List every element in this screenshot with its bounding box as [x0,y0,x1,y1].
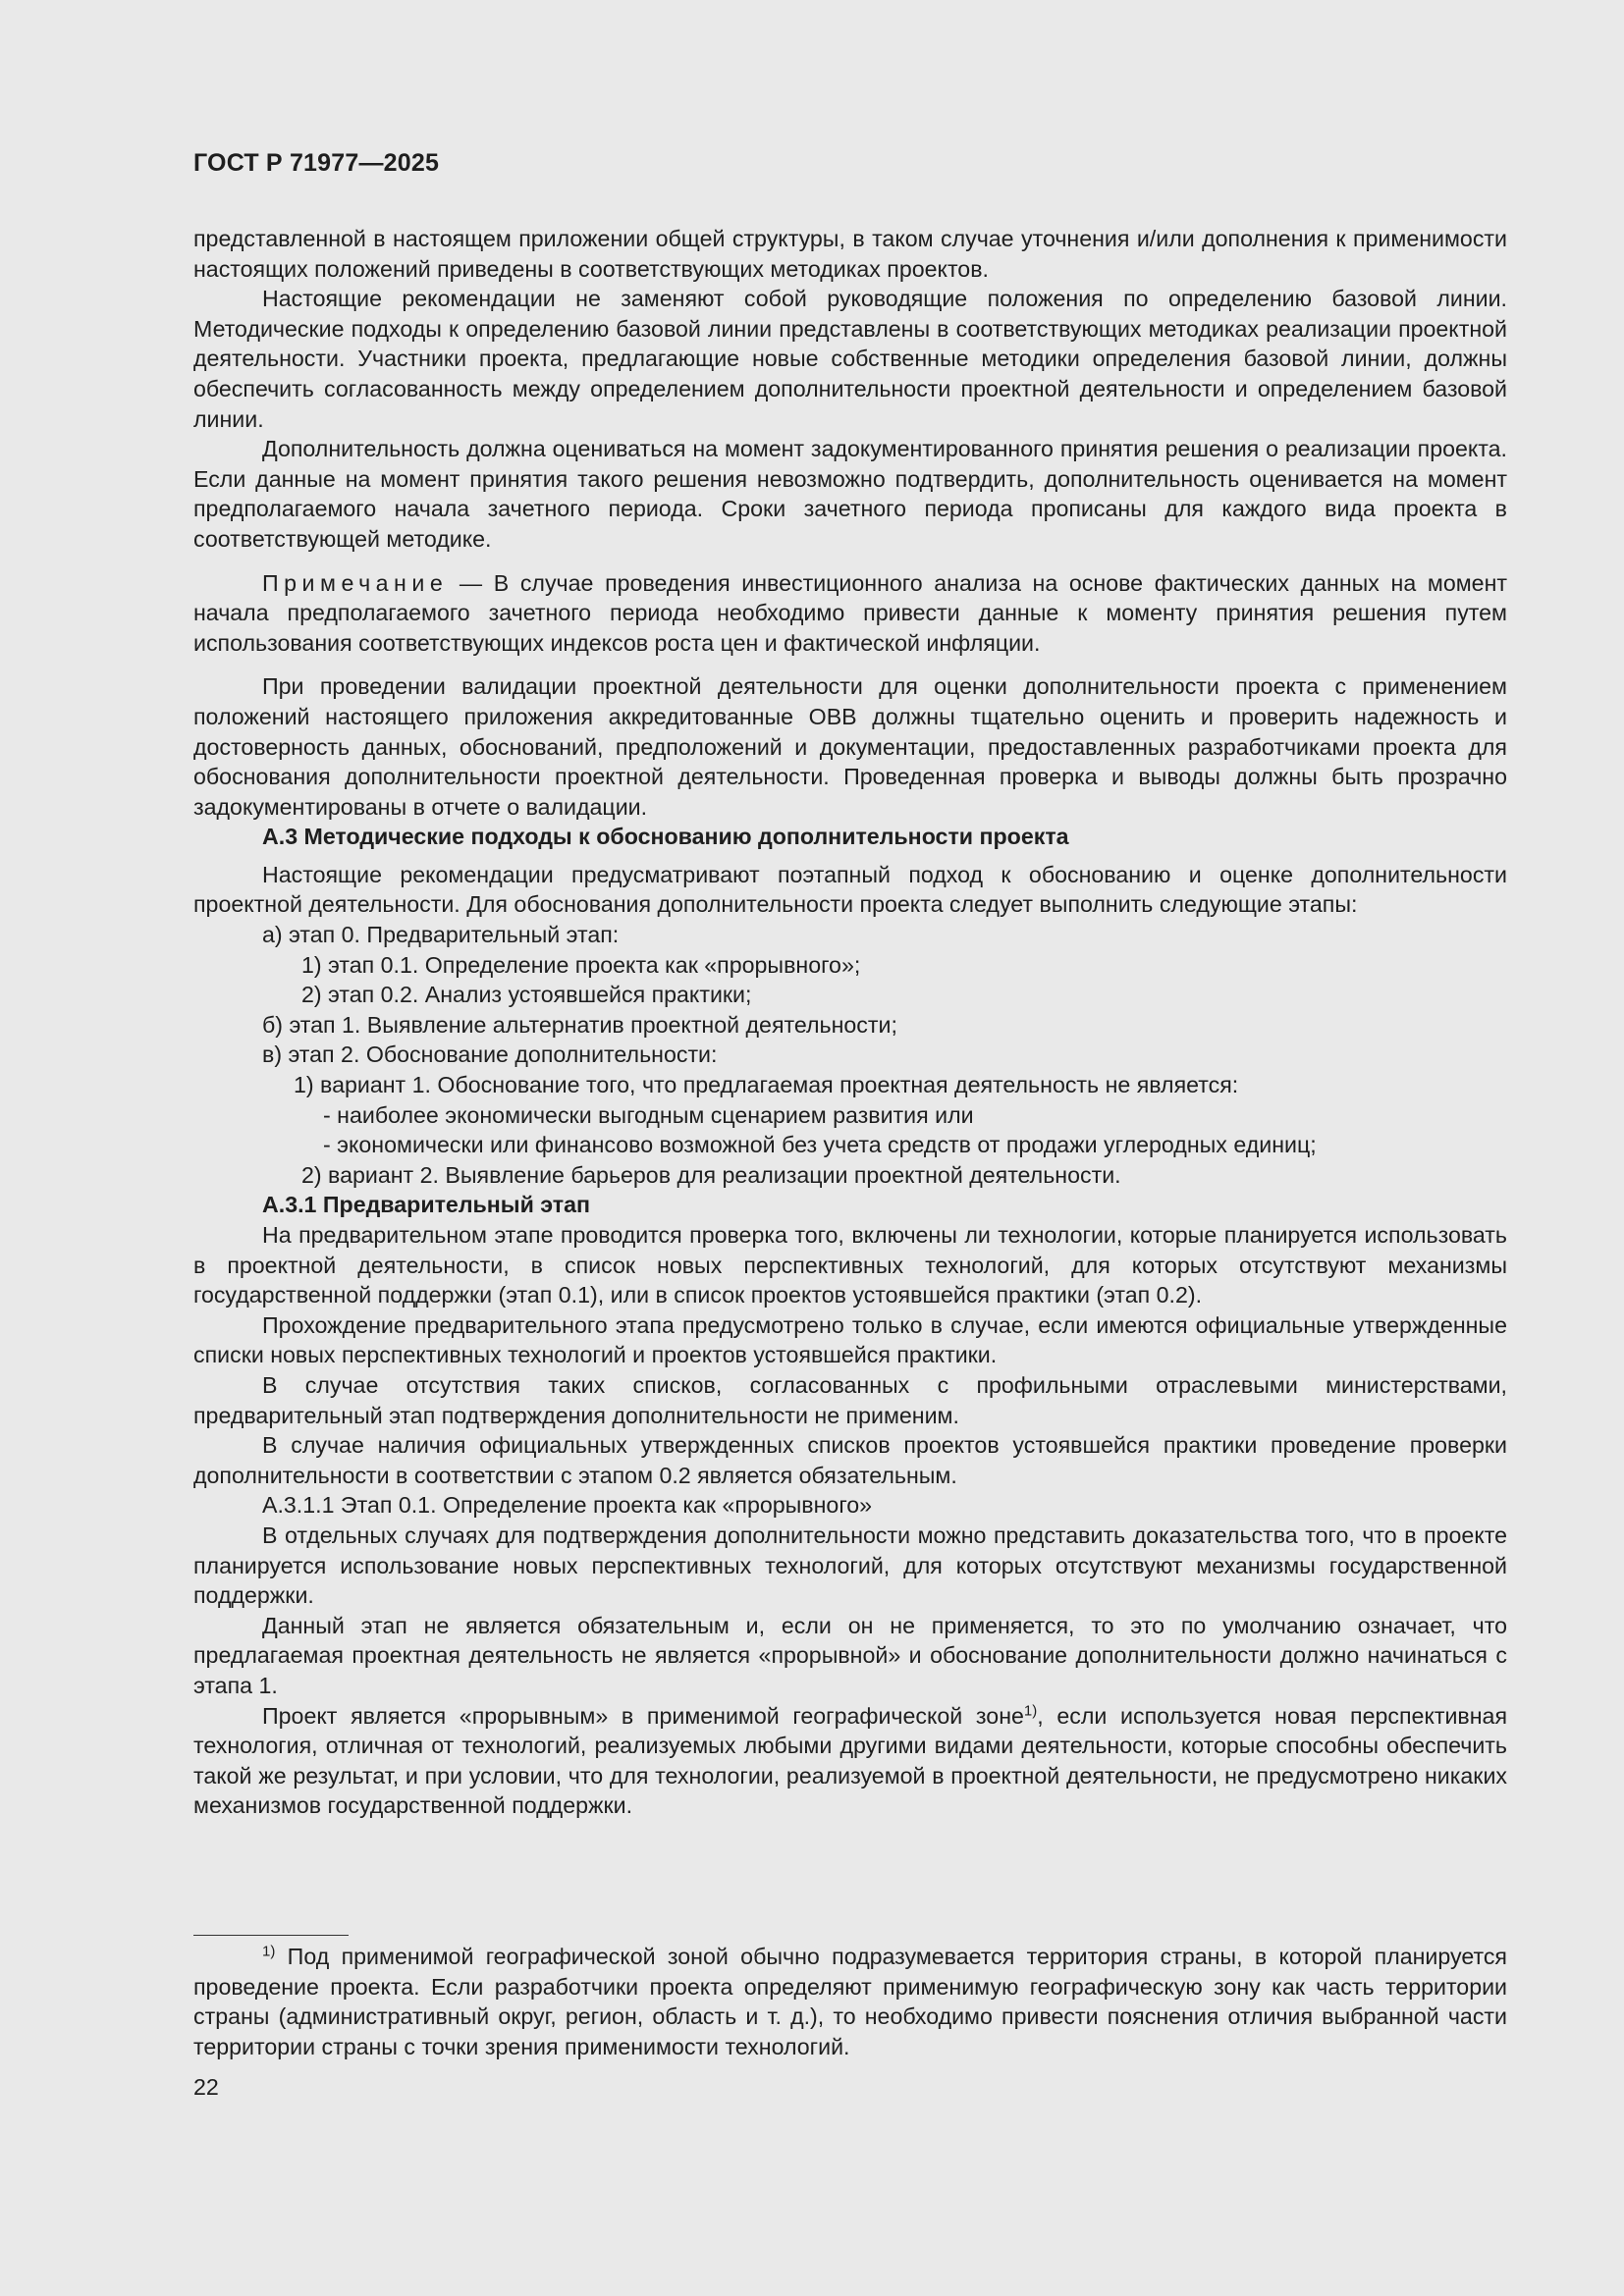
paragraph-continued: представленной в настоящем приложении общей структуры, в таком случае уточнения и/или дополнения к применимости настоящих положений приведены в соответствующих методиках проектов. [193,226,1507,282]
paragraph: В случае наличия официальных утвержденных списков проектов устоявшейся практики проведение проверки дополнительности в соответствии с этапом 0.2 является обязательным. [193,1432,1507,1488]
list-item: 2) вариант 2. Выявление барьеров для реализации проектной деятельности. [301,1161,1121,1188]
note-label: Примечание [262,569,449,596]
list-item: в) этап 2. Обоснование дополнительности: [262,1041,718,1068]
list-item: а) этап 0. Предварительный этап: [262,922,620,948]
note-text: — В случае проведения инвестиционного анализа на основе фактических данных на момент начала предполагаемого зачетного периода необходимо привести данные к моменту принятия решения путем использования соответствующих индексов роста цен и фактической инфляции. [193,569,1507,656]
paragraph: При проведении валидации проектной деятельности для оценки дополнительности проекта с применением положений настоящего приложения аккредитованные ОВВ должны тщательно оценить и проверить надежность и достоверность данных, обоснований, предположений и документации, предоставленных разработчиками проекта для обоснования дополнительности проектной деятельности. Проведенная проверка и выводы должны быть прозрачно задокументированы в отчете о валидации. [193,673,1507,820]
section-heading-a311: А.3.1.1 Этап 0.1. Определение проекта как «прорывного» [262,1492,873,1519]
paragraph: В отдельных случаях для подтверждения дополнительности можно представить доказательства того, что в проекте планируется использование новых перспективных технологий, для которых отсутствуют механизмы государственной поддержки. [193,1522,1507,1609]
page-number: 22 [193,2074,219,2100]
footnote [193,1942,1507,2061]
paragraph: Прохождение предварительного этапа предусмотрено только в случае, если имеются официальные утвержденные списки новых перспективных технологий и проектов устоявшейся практики. [193,1311,1507,1368]
section-heading-a31: А.3.1 Предварительный этап [262,1192,591,1218]
paragraph: Настоящие рекомендации предусматривают поэтапный подход к обоснованию и оценке дополнительности проектной деятельности. Для обоснования дополнительности проекта следует выполнить следующие этапы: [193,861,1507,918]
paragraph: На предварительном этапе проводится проверка того, включены ли технологии, которые планируется использовать в проектной деятельности, в список новых перспективных технологий, для которых отсутствуют механизмы государственной поддержки (этап 0.1), или в список проектов устоявшейся практики (этап 0.2). [193,1222,1507,1308]
paragraph: Дополнительность должна оцениваться на момент задокументированного принятия решения о реализации проекта. Если данные на момент принятия такого решения невозможно подтвердить, дополнительность оценивается на момент предполагаемого начала зачетного периода. Сроки зачетного периода прописаны для каждого вида проекта в соответствующей методике. [193,436,1507,552]
paragraph-text: , если используется новая перспективная технология, отличная от технологий, реализуемых любыми другими видами деятельности, которые способны обеспечить такой же результат, и при условии, что для технологии, реализуемой в проектной деятельности, не предусмотрено никаких механизмов государственной поддержки. [193,1702,1507,1819]
stages-list [193,920,1507,1190]
list-item: - наиболее экономически выгодным сценарием развития или [323,1101,974,1128]
document-header: ГОСТ Р 71977—2025 [193,149,440,177]
footnote-text: Под применимой географической зоной обычно подразумевается территория страны, в которой планируется проведение проекта. Если разработчики проекта определяют применимую географическую зону как часть территории страны (административный округ, регион, область и т. д.), то необходимо привести пояснения отличия выбранной части территории страны с точки зрения применимости технологий. [193,1944,1507,2059]
main-content [193,224,1507,1821]
paragraph-text: Проект является «прорывным» в применимой географической зоне [262,1702,1024,1729]
footnote-separator [193,1935,349,1936]
footnote-marker: 1) [262,1943,276,1960]
list-item: 1) вариант 1. Обоснование того, что предлагаемая проектная деятельность не является: [294,1072,1239,1098]
paragraph [193,1701,1507,1821]
paragraph: В случае отсутствия таких списков, согласованных с профильными отраслевыми министерствами, предварительный этап подтверждения дополнительности не применим. [193,1371,1507,1428]
footnote-reference[interactable]: 1) [1023,1701,1038,1719]
list-item: б) этап 1. Выявление альтернатив проектной деятельности; [262,1011,897,1038]
list-item: 2) этап 0.2. Анализ устоявшейся практики; [301,982,752,1008]
paragraph: Данный этап не является обязательным и, если он не применяется, то это по умолчанию означает, что предлагаемая проектная деятельность не является «прорывной» и обоснование дополнительности должно начинаться с этапа 1. [193,1612,1507,1698]
list-item: - экономически или финансово возможной без учета средств от продажи углеродных единиц; [323,1132,1317,1158]
note [193,568,1507,659]
section-heading-a3: А.3 Методические подходы к обоснованию дополнительности проекта [262,824,1069,850]
paragraph: Настоящие рекомендации не заменяют собой руководящие положения по определению базовой линии. Методические подходы к определению базовой линии представлены в соответствующих методиках реализации проектной деятельности. Участники проекта, предлагающие новые собственные методики определения базовой линии, должны обеспечить согласованность между определением дополнительности проектной деятельности и определением базовой линии. [193,286,1507,432]
list-item: 1) этап 0.1. Определение проекта как «прорывного»; [301,951,861,978]
